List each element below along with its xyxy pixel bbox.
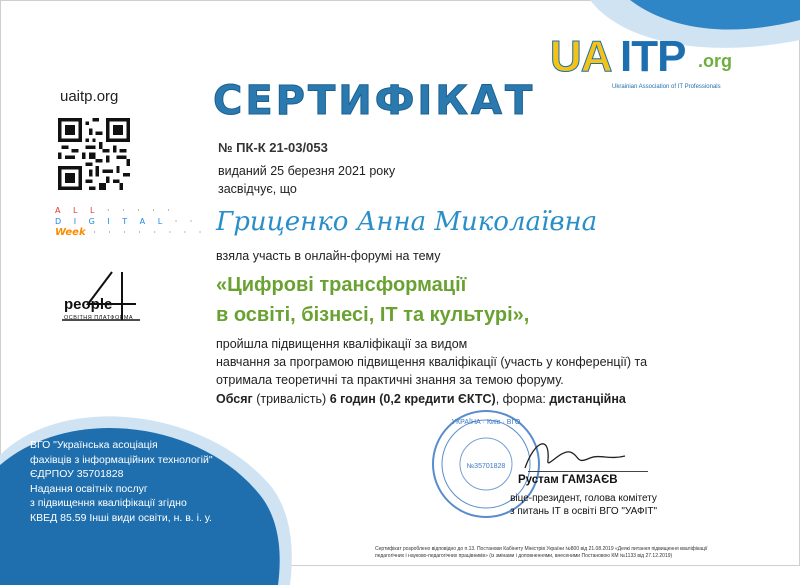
qr-code xyxy=(58,118,130,190)
org-line: фахівців з інформаційних технологій" xyxy=(30,453,213,466)
site-url: uaitp.org xyxy=(60,88,119,105)
org-line: КВЕД 85.59 Інші види освіти, н. в. і. у. xyxy=(30,511,212,524)
signatory-role-line1: віце-президент, голова комітету xyxy=(510,493,657,504)
form-label: , форма: xyxy=(495,392,550,406)
organization-details xyxy=(30,438,213,525)
all-digital-line2: D I G I T A L xyxy=(55,217,168,226)
volume-mid: (тривалість) xyxy=(252,392,330,406)
people-platform-logo xyxy=(62,268,152,330)
recipient-name: Гриценко Анна Миколаївна xyxy=(216,207,598,237)
logo-itp: ITP xyxy=(620,32,686,81)
org-line: Надання освітніх послуг xyxy=(30,482,148,495)
signatory-role-line2: з питань ІТ в освіті ВГО "УАФІТ" xyxy=(510,506,658,517)
logo-ua: UA xyxy=(550,32,612,81)
issued-date: виданий 25 березня 2021 року xyxy=(218,164,396,178)
legal-footnote xyxy=(375,546,795,560)
topic-line2: в освіті, бізнесі, ІТ та культурі», xyxy=(216,304,530,326)
volume-line xyxy=(216,391,626,408)
org-line: з підвищення кваліфікації згідно xyxy=(30,497,187,509)
certificate-title: СЕРТИФІКАТ xyxy=(213,78,536,124)
org-line: ЄДРПОУ 35701828 xyxy=(30,468,124,480)
footnote-line2: педагогічних і науково-педагогічних працівників» (із змінами і доповненнями, внесеними Постановою КМ №1133 від 27.12.2019) xyxy=(375,553,673,559)
all-digital-week-label: Week xyxy=(55,227,86,238)
qualification-line-b: навчання за програмою підвищення кваліфікації (участь у конференції) та xyxy=(216,355,648,369)
stamp-code: №35701828 xyxy=(466,463,506,470)
logo-tagline: Ukrainian Association of IT Professionals xyxy=(612,84,721,90)
people-subtitle: ОСВІТНЯ ПЛАТФОРМА xyxy=(64,315,134,321)
signature-line xyxy=(528,471,648,472)
volume-value: 6 годин (0,2 кредити ЄКТС) xyxy=(329,392,496,406)
volume-label: Обсяг xyxy=(216,392,253,406)
topic-line1: «Цифрові трансформації xyxy=(216,274,467,296)
signatory-role xyxy=(510,492,657,518)
forum-topic xyxy=(216,270,529,330)
stamp-ring-text: УКРАЇНА · Київ · ВГО xyxy=(451,419,521,426)
all-digital-week-logo: A L L · · · · · D I G I T A L · · Week · · · · · · · · xyxy=(55,206,207,238)
people-word: people xyxy=(64,296,113,313)
certificate-number: № ПК-К 21-03/053 xyxy=(218,140,328,155)
org-line: ВГО "Українська асоціація xyxy=(30,439,158,451)
all-digital-line1: A L L xyxy=(55,206,100,215)
qualification-line-a: пройшла підвищення кваліфікації за видом xyxy=(216,337,468,351)
certifies-text: засвідчує, що xyxy=(218,182,297,196)
signature-scribble xyxy=(520,430,630,475)
form-value: дистанційна xyxy=(549,392,626,406)
participation-text: взяла участь в онлайн-форумі на тему xyxy=(216,249,441,263)
logo-org: .org xyxy=(698,51,732,71)
qualification-line-c: отримала теоретичні та практичні знання за темою форуму. xyxy=(216,373,564,387)
signatory-name: Рустам ГАМЗАЄВ xyxy=(518,474,618,486)
footnote-line1: Сертифікат розроблено відповідно до п.13. Постанови Кабінету Міністрів України №800 від 21.08.2019 «Деякі питання підвищення кваліфікації xyxy=(375,546,708,552)
